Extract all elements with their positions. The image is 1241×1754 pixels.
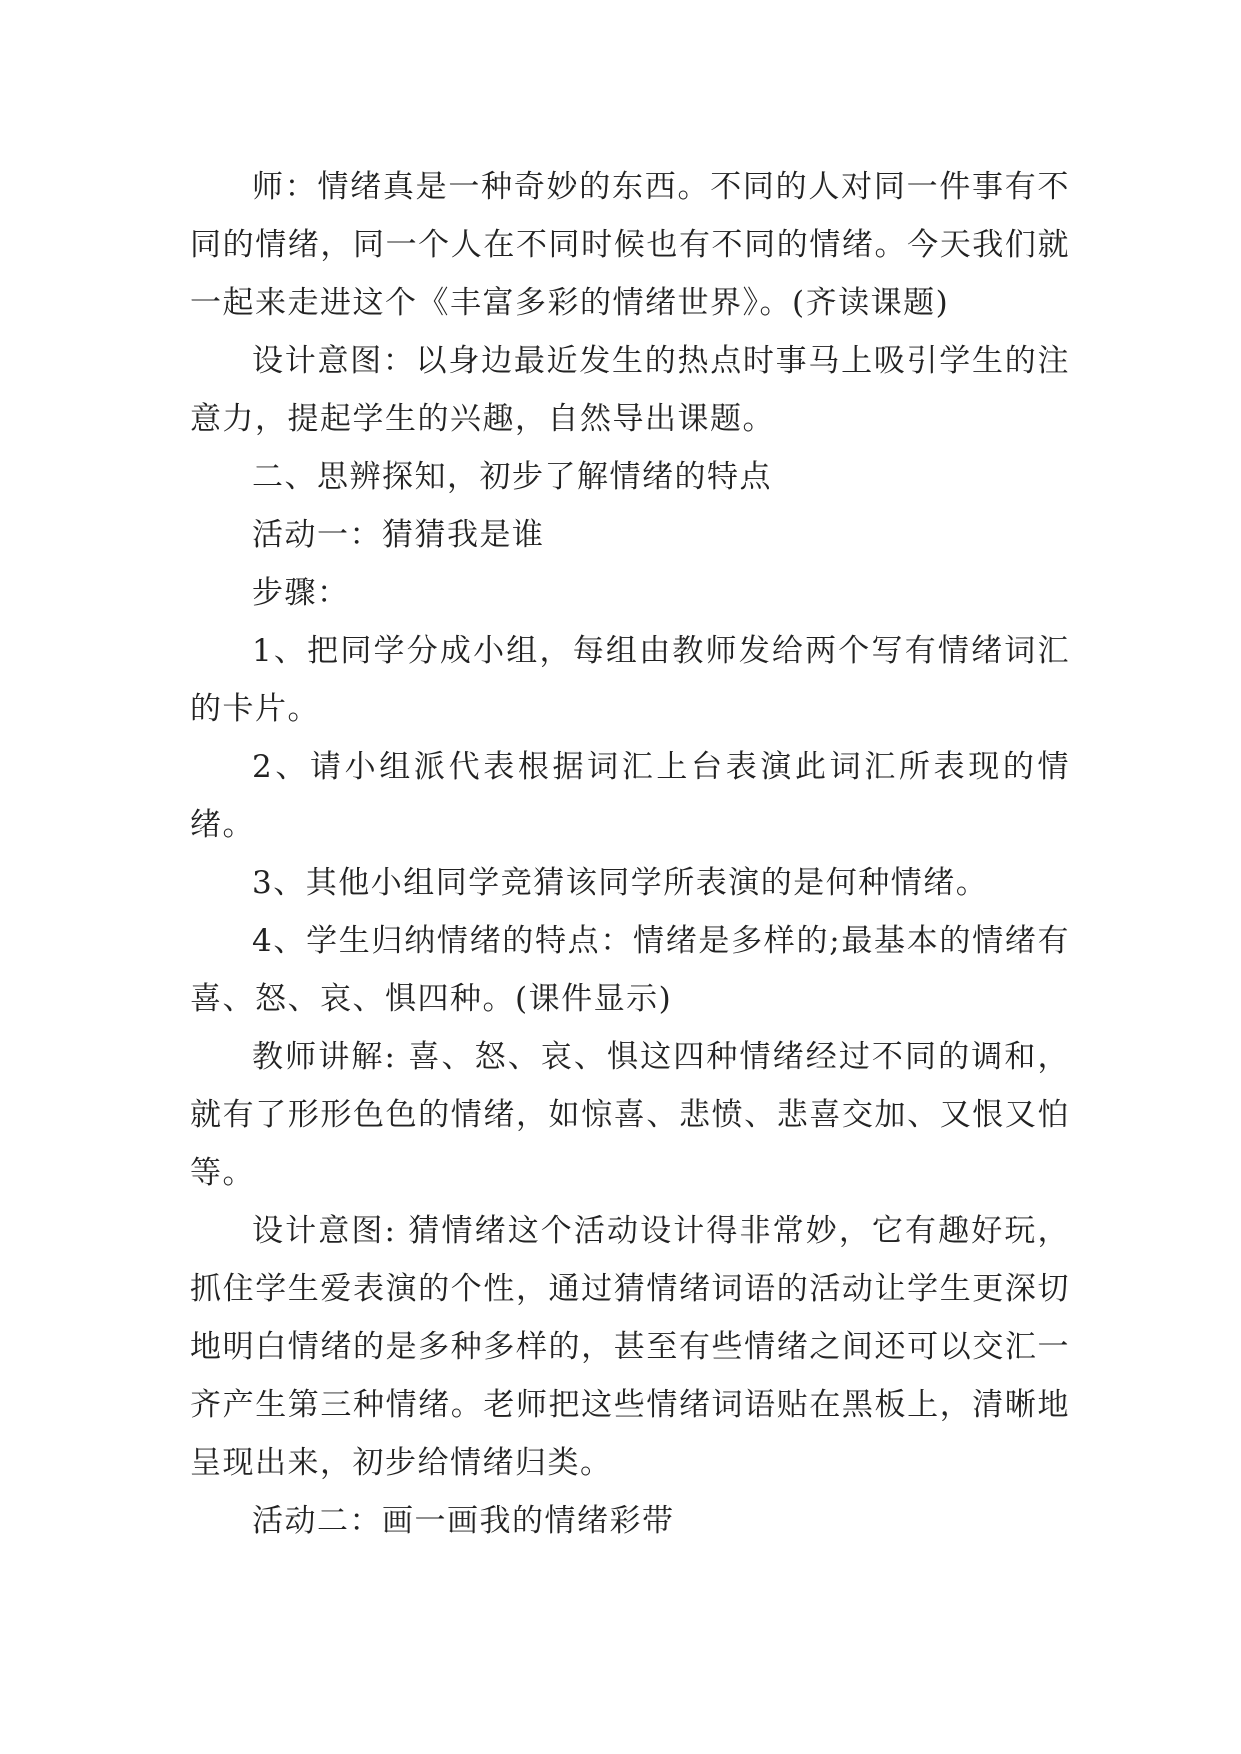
steps-label: 步骤： (252, 575, 350, 611)
activity-2-title: 活动二：画一画我的情绪彩带 (252, 1503, 675, 1539)
paragraph-teacher-intro: 师：情绪真是一种奇妙的东西。不同的人对同一件事有不同的情绪，同一个人在不同时候也有不同的情绪。今天我们就一起来走进这个《丰富多彩的情绪世界》。(齐读课题) (190, 169, 1070, 321)
section-heading-2: 二、思辨探知，初步了解情绪的特点 (252, 459, 772, 495)
activity-1-title: 活动一：猜猜我是谁 (252, 517, 545, 553)
paragraph-design-intent-2: 设计意图: 猜情绪这个活动设计得非常妙，它有趣好玩，抓住学生爱表演的个性，通过猜情绪词语的活动让学生更深切地明白情绪的是多种多样的，甚至有些情绪之间还可以交汇一齐产生第三种情绪。老师把这些情绪词语贴在黑板上，清晰地呈现出来，初步给情绪归类。 (190, 1213, 1070, 1481)
paragraph-teacher-explanation: 教师讲解: 喜、怒、哀、惧这四种情绪经过不同的调和，就有了形形色色的情绪，如惊喜、悲愤、悲喜交加、又恨又怕等。 (190, 1039, 1070, 1191)
step-3: 3、其他小组同学竞猜该同学所表演的是何种情绪。 (252, 865, 989, 901)
step-1: 1、把同学分成小组，每组由教师发给两个写有情绪词汇的卡片。 (190, 633, 1070, 727)
paragraph-design-intent-1: 设计意图：以身边最近发生的热点时事马上吸引学生的注意力，提起学生的兴趣，自然导出课题。 (190, 343, 1070, 437)
document-body (190, 158, 1070, 1550)
step-4: 4、学生归纳情绪的特点：情绪是多样的;最基本的情绪有喜、怒、哀、惧四种。(课件显示) (190, 923, 1070, 1017)
step-2: 2、请小组派代表根据词汇上台表演此词汇所表现的情绪。 (190, 749, 1070, 843)
